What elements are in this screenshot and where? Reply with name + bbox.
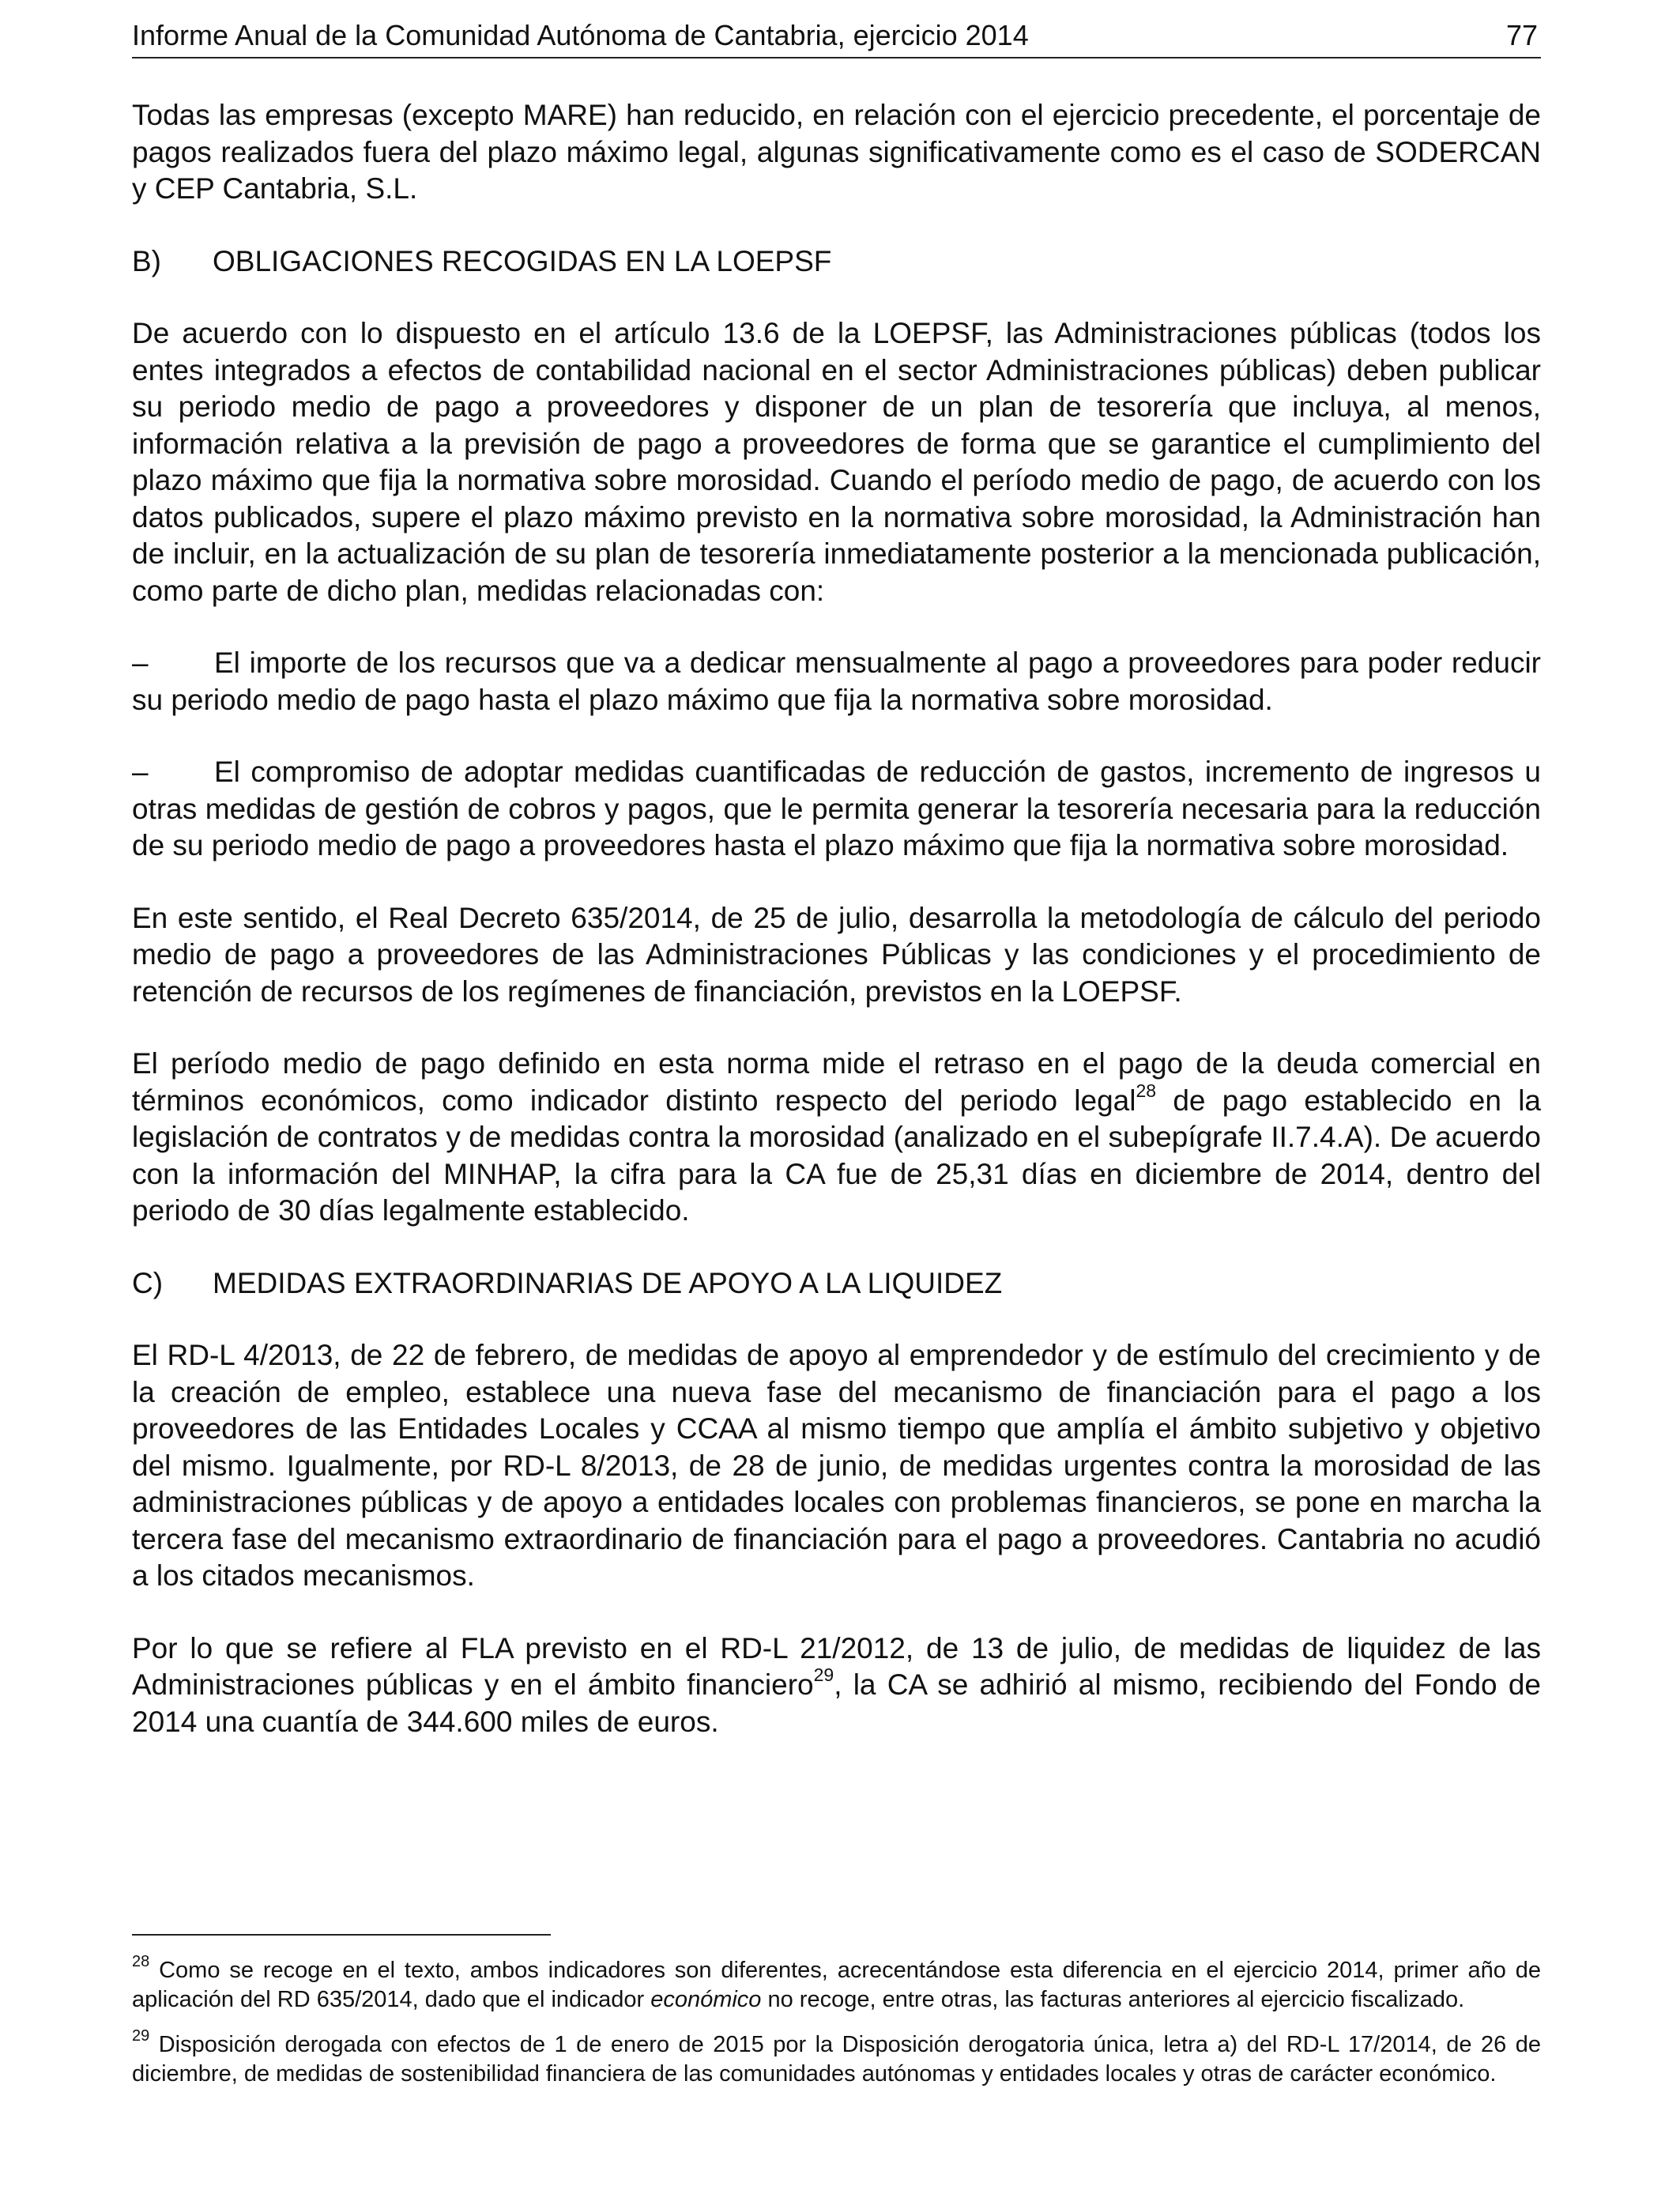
- page-number: 77: [1505, 19, 1538, 51]
- footnote-ref-29[interactable]: 29: [813, 1664, 834, 1685]
- italic-run: económico: [650, 1987, 762, 2012]
- bullet-text: El importe de los recursos que va a dedicar mensualmente al pago a proveedores para poder reducir su periodo medio de pago hasta el plazo máximo que fija la normativa sobre morosidad.: [132, 647, 1541, 716]
- footnote-28: [132, 1953, 1541, 2015]
- section-title: MEDIDAS EXTRAORDINARIAS DE APOYO A LA LIQUIDEZ: [213, 1266, 1003, 1299]
- section-label: B): [132, 244, 161, 277]
- document-body: [132, 97, 1541, 1776]
- paragraph: [132, 1630, 1541, 1741]
- dash-marker: –: [132, 756, 149, 788]
- footnote-number: 28: [132, 1953, 150, 1970]
- footnote-29: [132, 2027, 1541, 2089]
- footnote-ref-28[interactable]: 28: [1136, 1080, 1157, 1101]
- paragraph: Todas las empresas (excepto MARE) han reducido, en relación con el ejercicio precedente, el porcentaje de pagos realizados fuera del plazo máximo legal, algunas significativamente como es el caso de SODERCAN y CEP Cantabria, S.L.: [132, 99, 1541, 205]
- paragraph: [132, 1046, 1541, 1230]
- page-header: [132, 17, 1541, 58]
- paragraph: En este sentido, el Real Decreto 635/2014, de 25 de julio, desarrolla la metodología de cálculo del periodo medio de pago a proveedores de las Administraciones Públicas y las condiciones y el procedimiento de retención de recursos de los regímenes de financiación, previstos en la LOEPSF.: [132, 901, 1541, 1008]
- paragraph: El RD-L 4/2013, de 22 de febrero, de medidas de apoyo al emprendedor y de estímulo del crecimiento y de la creación de empleo, establece una nueva fase del mecanismo de financiación para el pago a los proveedores de las Entidades Locales y CCAA al mismo tiempo que amplía el ámbito subjetivo y objetivo del mismo. Igualmente, por RD-L 8/2013, de 28 de junio, de medidas urgentes contra la morosidad de las administraciones públicas y de apoyo a entidades locales con problemas financieros, se pone en marcha la tercera fase del mecanismo extraordinario de financiación para el pago a proveedores. Cantabria no acudió a los citados mecanismos.: [132, 1339, 1541, 1592]
- footnotes: [132, 1953, 1541, 2105]
- text-run: El período medio de pago definido en esta norma mide el retraso en el pago de la deuda comercial en términos económicos, como indicador distinto respecto del periodo legal: [132, 1047, 1541, 1117]
- text-run: , la CA se adhirió al mismo, recibiendo del Fondo de 2014 una cuantía de 344.600 miles de euros.: [132, 1668, 1541, 1738]
- text-run: Como se recoge en el texto, ambos indicadores son diferentes, acrecentándose esta diferencia en el ejercicio 2014, primer año de aplicación del RD 635/2014, dado que el indicador: [132, 1958, 1541, 2012]
- section-title: OBLIGACIONES RECOGIDAS EN LA LOEPSF: [213, 244, 832, 277]
- bullet-item: [132, 645, 1541, 718]
- text-run: Por lo que se refiere al FLA previsto en el RD-L 21/2012, de 13 de julio, de medidas de liquidez de las Administraciones públicas y en el ámbito financiero: [132, 1631, 1541, 1701]
- header-title: Informe Anual de la Comunidad Autónoma de Cantabria, ejercicio 2014: [132, 19, 1029, 51]
- section-heading-c: [132, 1265, 1541, 1302]
- bullet-item: [132, 754, 1541, 865]
- footnote-number: 29: [132, 2027, 150, 2045]
- footnote-separator: [132, 1934, 551, 1936]
- text-run: Disposición derogada con efectos de 1 de enero de 2015 por la Disposición derogatoria única, letra a) del RD-L 17/2014, de 26 de diciembre, de medidas de sostenibilidad financiera de las comunidades autónomas y entidades locales y otras de carácter económico.: [132, 2032, 1541, 2087]
- section-heading-b: [132, 243, 1541, 281]
- dash-marker: –: [132, 647, 149, 679]
- paragraph: De acuerdo con lo dispuesto en el artículo 13.6 de la LOEPSF, las Administraciones públicas (todos los entes integrados a efectos de contabilidad nacional en el sector Administraciones públicas) deben publicar su periodo medio de pago a proveedores y disponer de un plan de tesorería que incluya, al menos, información relativa a la previsión de pago a proveedores de forma que se garantice el cumplimiento del plazo máximo que fija la normativa sobre morosidad. Cuando el período medio de pago, de acuerdo con los datos publicados, supere el plazo máximo previsto en la normativa sobre morosidad, la Administración han de incluir, en la actualización de su plan de tesorería inmediatamente posterior a la mencionada publicación, como parte de dicho plan, medidas relacionadas con:: [132, 317, 1541, 607]
- text-run: no recoge, entre otras, las facturas anteriores al ejercicio fiscalizado.: [761, 1987, 1465, 2012]
- section-label: C): [132, 1266, 164, 1299]
- bullet-text: El compromiso de adoptar medidas cuantificadas de reducción de gastos, incremento de ingresos u otras medidas de gestión de cobros y pagos, que le permita generar la tesorería necesaria para la reducción de su periodo medio de pago a proveedores hasta el plazo máximo que fija la normativa sobre morosidad.: [132, 756, 1541, 861]
- text-run: de pago establecido en la legislación de contratos y de medidas contra la morosidad (analizado en el subepígrafe II.7.4.A). De acuerdo con la información del MINHAP, la cifra para la CA fue de 25,31 días en diciembre de 2014, dentro del periodo de 30 días legalmente establecido.: [132, 1084, 1541, 1227]
